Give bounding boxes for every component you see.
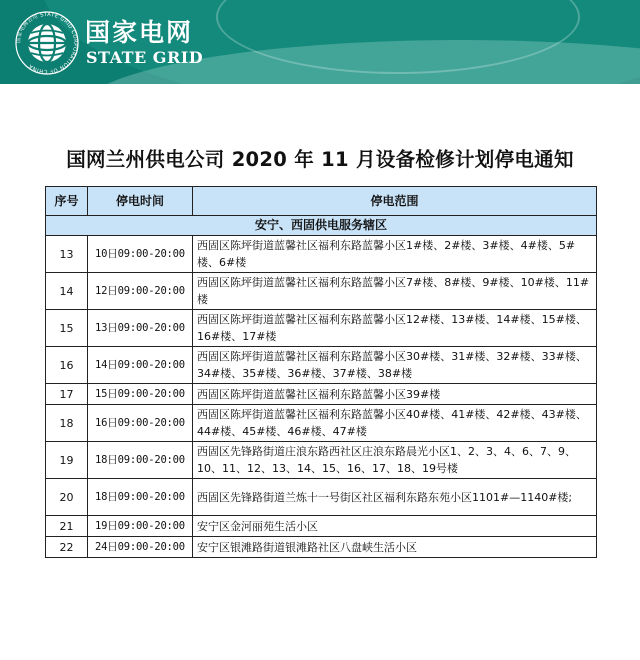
header-time: 停电时间 (88, 187, 193, 216)
table-header-row (46, 187, 597, 216)
table-row (46, 273, 597, 310)
row-no: 19 (46, 442, 88, 479)
row-time: 24日09:00-20:00 (88, 537, 193, 558)
section-row (46, 216, 597, 236)
row-scope: 西固区陈坪街道蓝馨社区福利东路蓝馨小区1#楼、2#楼、3#楼、4#楼、5#楼、6#楼 (193, 236, 597, 273)
row-time: 18日09:00-20:00 (88, 442, 193, 479)
outage-table (45, 186, 597, 558)
table-row (46, 236, 597, 273)
row-scope: 西固区陈坪街道蓝馨社区福利东路蓝馨小区7#楼、8#楼、9#楼、10#楼、11#楼 (193, 273, 597, 310)
table-row (46, 405, 597, 442)
brand-name-en: STATE GRID (86, 48, 204, 67)
notice-title: 国网兰州供电公司 2020 年 11 月设备检修计划停电通知 (66, 148, 574, 171)
section-title: 安宁、西固供电服务辖区 (46, 216, 597, 236)
row-scope: 安宁区金河丽苑生活小区 (193, 516, 597, 537)
table-row (46, 347, 597, 384)
header-no: 序号 (46, 187, 88, 216)
brand-name-cn: 国家电网 (85, 18, 194, 47)
row-time: 18日09:00-20:00 (88, 479, 193, 516)
row-no: 18 (46, 405, 88, 442)
table-row (46, 310, 597, 347)
row-time: 14日09:00-20:00 (88, 347, 193, 384)
row-scope: 西固区陈坪街道蓝馨社区福利东路蓝馨小区30#楼、31#楼、32#楼、33#楼、34#楼、35#楼、36#楼、37#楼、38#楼 (193, 347, 597, 384)
row-no: 13 (46, 236, 88, 273)
table-row (46, 516, 597, 537)
header-scope: 停电范围 (193, 187, 597, 216)
row-scope: 安宁区银滩路街道银滩路社区八盘峡生活小区 (193, 537, 597, 558)
row-scope: 西固区先锋路街道庄浪东路西社区庄浪东路晨光小区1、2、3、4、6、7、9、10、11、12、13、14、15、16、17、18、19号楼 (193, 442, 597, 479)
row-no: 21 (46, 516, 88, 537)
row-scope: 西固区陈坪街道蓝馨社区福利东路蓝馨小区12#楼、13#楼、14#楼、15#楼、16#楼、17#楼 (193, 310, 597, 347)
row-time: 15日09:00-20:00 (88, 384, 193, 405)
row-time: 19日09:00-20:00 (88, 516, 193, 537)
row-no: 15 (46, 310, 88, 347)
row-time: 10日09:00-20:00 (88, 236, 193, 273)
row-no: 16 (46, 347, 88, 384)
row-time: 16日09:00-20:00 (88, 405, 193, 442)
row-no: 20 (46, 479, 88, 516)
row-time: 13日09:00-20:00 (88, 310, 193, 347)
logo-ring-text: 国家电网公司 STATE GRID CORPORATION OF CHINA (15, 11, 79, 75)
table-row (46, 442, 597, 479)
row-scope: 西固区先锋路街道兰炼十一号街区社区福利东路东苑小区1101#—1140#楼; (193, 479, 597, 516)
state-grid-logo-icon (14, 10, 80, 76)
row-time: 12日09:00-20:00 (88, 273, 193, 310)
row-scope: 西固区陈坪街道蓝馨社区福利东路蓝馨小区40#楼、41#楼、42#楼、43#楼、44#楼、45#楼、46#楼、47#楼 (193, 405, 597, 442)
brand-header (0, 0, 640, 84)
row-scope: 西固区陈坪街道蓝馨社区福利东路蓝馨小区39#楼 (193, 384, 597, 405)
row-no: 17 (46, 384, 88, 405)
table-row (46, 537, 597, 558)
table-row (46, 384, 597, 405)
table-row (46, 479, 597, 516)
row-no: 22 (46, 537, 88, 558)
row-no: 14 (46, 273, 88, 310)
